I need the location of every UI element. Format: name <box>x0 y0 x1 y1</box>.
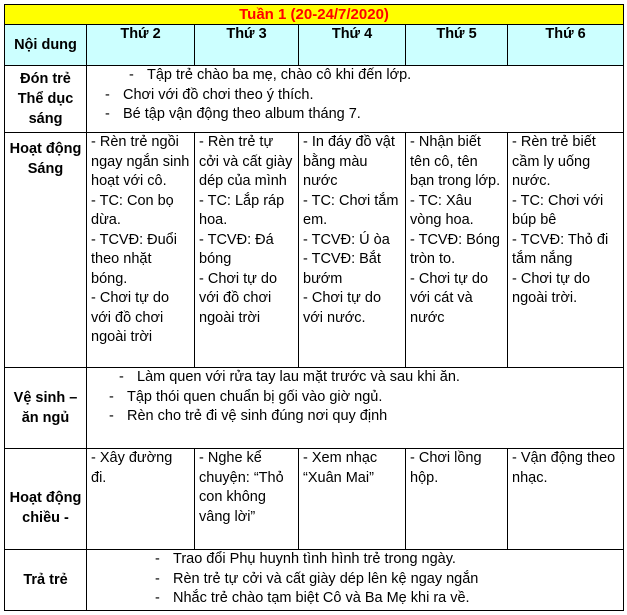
cell-sang-thu: - Nhận biết tên cô, tên bạn trong lớp. - TC: Xâu vòng hoa. - TCVĐ: Bóng tròn to. - Chơi tự do với cát và nước <box>406 133 508 368</box>
header-day-mon: Thứ 2 <box>87 25 195 66</box>
schedule-wrapper <box>4 4 624 611</box>
cell-chieu-mon: - Xây đường đi. <box>87 449 195 550</box>
list-item: - Rèn trẻ tự cởi và cất giày dép lên kệ ngay ngắn <box>151 570 619 590</box>
list-item: - Làm quen với rửa tay lau mặt trước và sau khi ăn. <box>115 368 619 388</box>
row-hoat-dong-chieu <box>5 449 624 550</box>
cell-chieu-tue: - Nghe kể chuyện: “Thỏ con không vâng lời” <box>195 449 299 550</box>
cell-sang-tue: - Rèn trẻ tự cởi và cất giày dép của mình - TC: Lắp ráp hoa. - TCVĐ: Đá bóng - Chơi tự do với đồ chơi ngoài trời <box>195 133 299 368</box>
title-row <box>5 5 624 25</box>
row-label-ve-sinh: Vệ sinh – ăn ngủ <box>5 368 87 449</box>
row-label-tra-tre: Trả trẻ <box>5 550 87 611</box>
row-content-don-tre <box>87 66 624 133</box>
cell-sang-wed: - In đáy đồ vật bằng màu nước - TC: Chơi tắm em. - TCVĐ: Ú òa - TCVĐ: Bắt bướm - Chơi tự do với nước. <box>299 133 406 368</box>
list-item: - Tập thói quen chuẩn bị gối vào giờ ngủ. <box>105 388 619 408</box>
header-row <box>5 25 624 66</box>
row-hoat-dong-sang <box>5 133 624 368</box>
row-label-hoat-dong-chieu: Hoạt động chiều - <box>5 449 87 550</box>
row-don-tre <box>5 66 624 133</box>
list-item: - Tập trẻ chào ba mẹ, chào cô khi đến lớp. <box>125 66 619 86</box>
weekly-schedule-table <box>4 4 624 611</box>
row-content-tra-tre <box>87 550 624 611</box>
header-day-tue: Thứ 3 <box>195 25 299 66</box>
schedule-title: Tuần 1 (20-24/7/2020) <box>5 5 624 25</box>
header-day-thu: Thứ 5 <box>406 25 508 66</box>
list-item: - Bé tập vận động theo album tháng 7. <box>101 105 619 125</box>
list-item: - Nhắc trẻ chào tạm biệt Cô và Ba Mẹ khi ra về. <box>151 589 619 609</box>
header-day-fri: Thứ 6 <box>508 25 624 66</box>
row-ve-sinh <box>5 368 624 449</box>
cell-chieu-thu: - Chơi lồng hộp. <box>406 449 508 550</box>
cell-chieu-fri: - Vận động theo nhạc. <box>508 449 624 550</box>
list-item: - Rèn cho trẻ đi vệ sinh đúng nơi quy định <box>105 407 619 427</box>
list-item: - Trao đổi Phụ huynh tình hình trẻ trong ngày. <box>151 550 619 570</box>
cell-chieu-wed: - Xem nhạc “Xuân Mai” <box>299 449 406 550</box>
row-label-don-tre: Đón trẻ Thể dục sáng <box>5 66 87 133</box>
cell-sang-mon: - Rèn trẻ ngồi ngay ngắn sinh hoạt với cô. - TC: Con bọ dừa. - TCVĐ: Đuổi theo nhặt bóng. - Chơi tự do với đồ chơi ngoài trời <box>87 133 195 368</box>
row-label-hoat-dong-sang: Hoạt động Sáng <box>5 133 87 368</box>
header-day-wed: Thứ 4 <box>299 25 406 66</box>
row-tra-tre <box>5 550 624 611</box>
row-content-ve-sinh <box>87 368 624 449</box>
header-content-label: Nội dung <box>5 25 87 66</box>
list-item: - Chơi với đồ chơi theo ý thích. <box>101 86 619 106</box>
cell-sang-fri: - Rèn trẻ biết cầm ly uống nước. - TC: Chơi với búp bê - TCVĐ: Thỏ đi tắm nắng - Chơi tự do ngoài trời. <box>508 133 624 368</box>
